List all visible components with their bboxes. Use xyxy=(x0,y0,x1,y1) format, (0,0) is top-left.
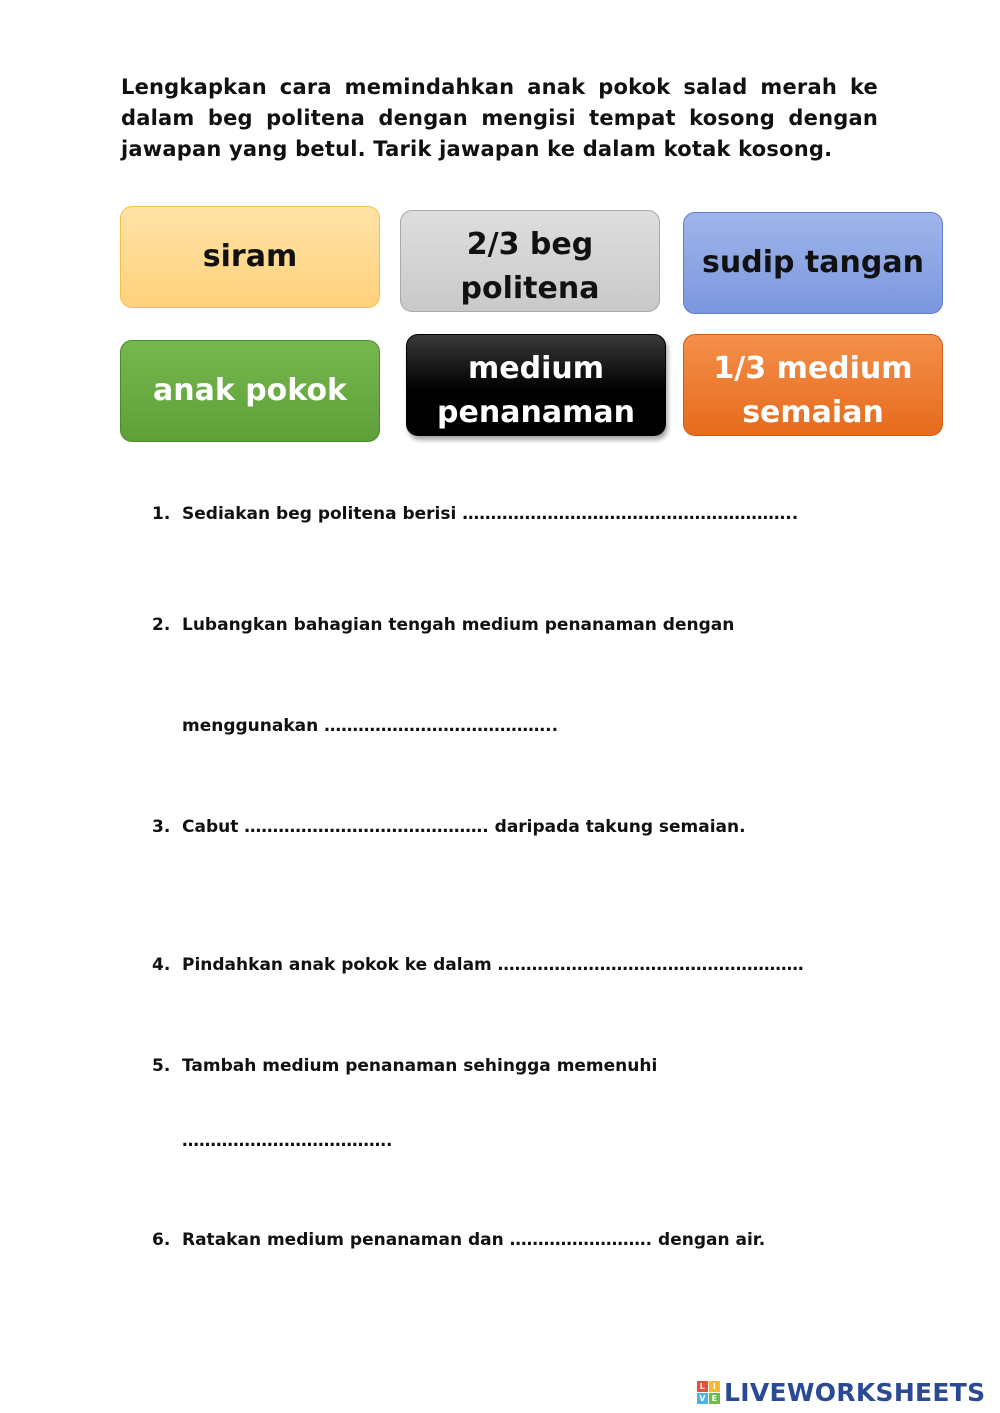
answer-card-1-3-medium-semaian[interactable] xyxy=(683,334,943,436)
question-text: Sediakan beg politena berisi xyxy=(182,504,463,524)
answer-blank-1[interactable]: ………………………………………………….. xyxy=(462,504,799,524)
answer-card-label: medium penanaman xyxy=(437,351,635,430)
answer-blank-4[interactable]: ……………………………………………… xyxy=(497,955,804,975)
answer-card-label: siram xyxy=(202,239,298,274)
question-3 xyxy=(152,816,746,838)
answer-card-anak-pokok[interactable] xyxy=(120,340,380,442)
liveworksheets-logo-text: LIVEWORKSHEETS xyxy=(724,1378,986,1407)
answer-card-siram[interactable] xyxy=(120,206,380,308)
liveworksheets-logo-icon: L I V E xyxy=(697,1381,720,1404)
question-6 xyxy=(152,1229,766,1251)
question-2-continuation xyxy=(182,715,558,737)
question-text: Cabut xyxy=(182,817,245,837)
answer-card-sudip-tangan[interactable] xyxy=(683,212,943,314)
answer-card-label: sudip tangan xyxy=(702,245,924,280)
answer-card-label: anak pokok xyxy=(152,373,348,408)
answer-card-2-3-beg-politena[interactable] xyxy=(400,210,660,312)
question-1 xyxy=(152,503,799,525)
answer-card-medium-penanaman[interactable] xyxy=(406,334,666,436)
question-4 xyxy=(152,954,804,976)
question-text: Pindahkan anak pokok ke dalam xyxy=(182,955,498,975)
answer-blank-2[interactable]: ………………………………….. xyxy=(324,716,559,736)
instructions-text: Lengkapkan cara memindahkan anak pokok salad merah ke dalam beg politena dengan mengisi tempat kosong dengan jawapan yang betul. Tarik jawapan ke dalam kotak kosong. xyxy=(121,75,878,161)
answer-card-label: 2/3 beg politena xyxy=(460,227,600,306)
answer-card-label: 1/3 medium semaian xyxy=(713,351,913,430)
question-number: 4. xyxy=(152,955,171,975)
question-number: 2. xyxy=(152,615,171,635)
question-text-after: daripada takung semaian. xyxy=(488,817,746,837)
liveworksheets-logo xyxy=(697,1378,985,1407)
question-number: 1. xyxy=(152,504,171,524)
question-5-continuation xyxy=(182,1130,392,1152)
question-number: 3. xyxy=(152,817,171,837)
question-text-after: dengan air. xyxy=(652,1230,766,1250)
question-number: 6. xyxy=(152,1230,171,1250)
answer-blank-3[interactable]: ……………………………………. xyxy=(244,817,489,837)
answer-blank-6[interactable]: ……………………. xyxy=(509,1230,653,1250)
question-text: Tambah medium penanaman sehingga memenuhi xyxy=(182,1056,658,1076)
question-number: 5. xyxy=(152,1056,171,1076)
question-2 xyxy=(152,614,735,636)
question-5 xyxy=(152,1055,658,1077)
question-text: menggunakan xyxy=(182,716,325,736)
question-text: Ratakan medium penanaman dan xyxy=(182,1230,510,1250)
answer-blank-5[interactable]: ………………………………. xyxy=(182,1131,393,1151)
question-text: Lubangkan bahagian tengah medium penanaman dengan xyxy=(182,615,735,635)
